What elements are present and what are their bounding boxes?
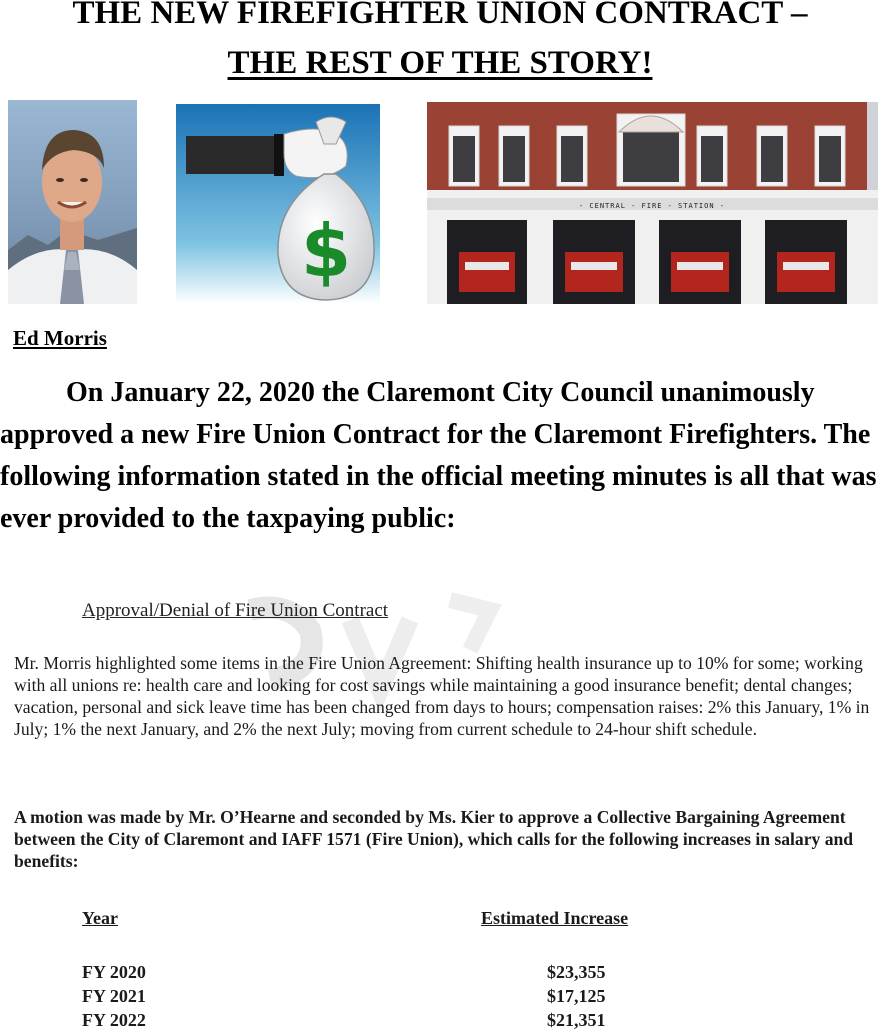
table-cell-year: FY 2022 bbox=[82, 1010, 146, 1030]
table-cell-year: FY 2020 bbox=[82, 962, 146, 982]
photo-caption: Ed Morris bbox=[13, 326, 107, 350]
headline-line-2-text: THE REST OF THE STORY! bbox=[227, 45, 653, 81]
station-sign-text: - CENTRAL - FIRE - STATION - bbox=[578, 202, 726, 210]
table-row bbox=[0, 986, 880, 1012]
table-cell-increase: $23,355 bbox=[547, 962, 606, 982]
minutes-paragraph: Mr. Morris highlighted some items in the Fire Union Agreement: Shifting health insurance up to 10% for some; working with all unions re: health care and looking for cost savings while maintaining a good insurance benefit; dental changes; vacation, personal and sick leave time has been changed from days to hours; compensation raises: 2% this January, 1% in July; 1% the next January, and 2% the next July; moving from current schedule to 24-hour shift schedule. bbox=[14, 653, 870, 739]
table-cell-increase: $21,351 bbox=[547, 1010, 606, 1030]
portrait-photo bbox=[8, 100, 137, 304]
money-bag-illustration bbox=[176, 104, 380, 304]
table-header-increase: Estimated Increase bbox=[481, 908, 629, 928]
meeting-minutes-excerpt bbox=[0, 590, 880, 1033]
table-cell-increase: $17,125 bbox=[547, 986, 606, 1006]
table-cell-year: FY 2021 bbox=[82, 986, 146, 1006]
headline-line-2 bbox=[0, 44, 880, 82]
table-row bbox=[0, 1010, 880, 1036]
intro-paragraph bbox=[0, 372, 880, 540]
table-row bbox=[0, 962, 880, 988]
table-header-year: Year bbox=[82, 908, 118, 928]
intro-text: On January 22, 2020 the Claremont City Council unanimously approved a new Fire Union Contract for the Claremont Firefighters. The following information stated in the official meeting minutes is all that was ever provided to the taxpaying public: bbox=[0, 377, 877, 534]
svg-text:$: $ bbox=[300, 209, 352, 293]
fire-station-photo bbox=[427, 102, 878, 304]
minutes-section-title: Approval/Denial of Fire Union Contract bbox=[82, 600, 389, 621]
motion-paragraph: A motion was made by Mr. O’Hearne and seconded by Ms. Kier to approve a Collective Bargaining Agreement between the City of Claremont and IAFF 1571 (Fire Union), which calls for the following increases in salary and benefits: bbox=[14, 807, 854, 871]
headline-line-1: THE NEW FIREFIGHTER UNION CONTRACT – bbox=[72, 0, 808, 31]
